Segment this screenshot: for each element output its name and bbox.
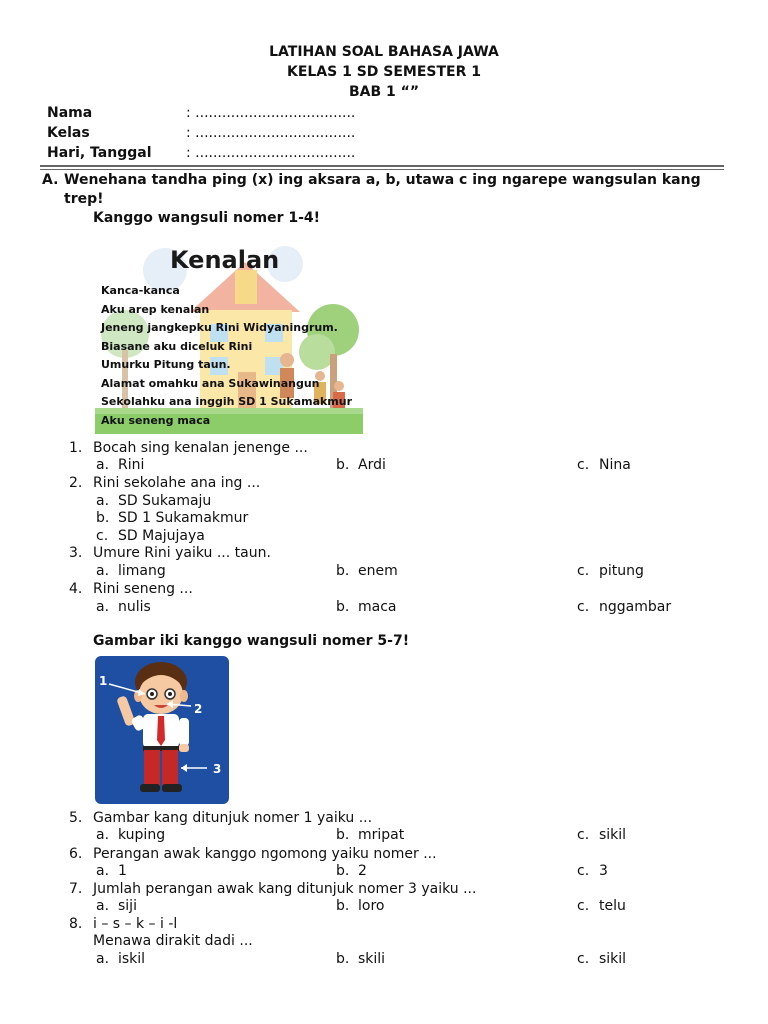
option-a[interactable]: a. limang: [96, 563, 166, 579]
kenalan-line: Sekolahku ana inggih SD 1 Sukamakmur: [101, 395, 353, 408]
question-text: Umure Rini yaiku ... taun.: [93, 545, 271, 561]
question-text: Perangan awak kanggo ngomong yaiku nomer ...: [93, 846, 437, 862]
boy-label: 1: [99, 674, 108, 688]
identity-field-class: : ....................................: [186, 125, 356, 141]
option-c[interactable]: c. nggambar: [577, 599, 672, 615]
option-c[interactable]: c. pitung: [577, 563, 644, 579]
identity-field-date: : ....................................: [186, 145, 356, 161]
option-a[interactable]: a. iskil: [96, 951, 146, 967]
question-text: Rini seneng ...: [93, 581, 193, 597]
option-b[interactable]: b. maca: [336, 599, 397, 615]
question-number: 2.: [69, 475, 83, 491]
question-number: 3.: [69, 545, 83, 561]
question-number: 7.: [69, 881, 83, 897]
option-c[interactable]: c. sikil: [577, 827, 627, 843]
question-number: 8.: [69, 916, 83, 932]
identity-label-date: Hari, Tanggal: [47, 145, 152, 161]
option-a[interactable]: a. siji: [96, 898, 137, 914]
question-text-line2: Menawa dirakit dadi ...: [93, 933, 253, 949]
option-b[interactable]: b. SD 1 Sukamakmur: [96, 510, 249, 526]
boy-label: 2: [194, 702, 203, 716]
option-c[interactable]: c. sikil: [577, 951, 627, 967]
question-text: Jumlah perangan awak kang ditunjuk nomer 3 yaiku ...: [93, 881, 477, 897]
title-class: KELAS 1 SD SEMESTER 1: [286, 64, 482, 80]
option-b[interactable]: b. mripat: [336, 827, 405, 843]
option-b[interactable]: b. loro: [336, 898, 385, 914]
option-a[interactable]: a. nulis: [96, 599, 151, 615]
option-c[interactable]: c. SD Majujaya: [96, 528, 205, 544]
kenalan-line: Kanca-kanca: [101, 284, 180, 297]
header-divider-thin: [40, 169, 724, 170]
option-a[interactable]: a. Rini: [96, 457, 145, 473]
section-a-letter: A.: [42, 172, 59, 188]
boy-label: 3: [213, 762, 222, 776]
question-text: Rini sekolahe ana ing ...: [93, 475, 261, 491]
question-number: 4.: [69, 581, 83, 597]
section-a-text: Wenehana tandha ping (x) ing aksara a, b, utawa c ing ngarepe wangsulan kang trep!: [64, 172, 701, 207]
title-chapter: BAB 1 “”: [348, 84, 420, 100]
option-c[interactable]: c. telu: [577, 898, 626, 914]
kenalan-line: Alamat omahku ana Sukawinangun: [101, 377, 320, 390]
question-text: i – s – k – i -l: [93, 916, 178, 932]
kenalan-line: Biasane aku diceluk Rini: [101, 340, 253, 353]
schoolboy-icon: [95, 656, 229, 804]
subheading-questions-1-4: Kanggo wangsuli nomer 1-4!: [93, 210, 321, 226]
kenalan-illustration: [95, 242, 363, 434]
subheading-questions-5-7: Gambar iki kanggo wangsuli nomer 5-7!: [93, 633, 410, 649]
option-a[interactable]: a. SD Sukamaju: [96, 493, 212, 509]
identity-label-class: Kelas: [47, 125, 90, 141]
question-number: 1.: [69, 440, 83, 456]
option-a[interactable]: a. kuping: [96, 827, 166, 843]
option-c[interactable]: c. Nina: [577, 457, 631, 473]
kenalan-line: Aku seneng maca: [101, 414, 211, 427]
identity-label-name: Nama: [47, 105, 93, 121]
option-b[interactable]: b. enem: [336, 563, 398, 579]
question-number: 5.: [69, 810, 83, 826]
boy-illustration: [95, 656, 229, 804]
kenalan-title: Kenalan: [170, 246, 280, 274]
identity-field-name: : ....................................: [186, 105, 356, 121]
option-b[interactable]: b. Ardi: [336, 457, 386, 473]
option-b[interactable]: b. skili: [336, 951, 386, 967]
kenalan-line: Aku arep kenalan: [101, 303, 210, 316]
option-b[interactable]: b. 2: [336, 863, 367, 879]
kenalan-line: Umurku Pitung taun.: [101, 358, 231, 371]
title-subject: LATIHAN SOAL BAHASA JAWA: [269, 44, 499, 60]
header-divider: [40, 165, 724, 167]
question-text: Gambar kang ditunjuk nomer 1 yaiku ...: [93, 810, 373, 826]
kenalan-line: Jeneng jangkepku Rini Widyaningrum.: [101, 321, 338, 334]
option-c[interactable]: c. 3: [577, 863, 608, 879]
question-number: 6.: [69, 846, 83, 862]
question-text: Bocah sing kenalan jenenge ...: [93, 440, 308, 456]
option-a[interactable]: a. 1: [96, 863, 127, 879]
